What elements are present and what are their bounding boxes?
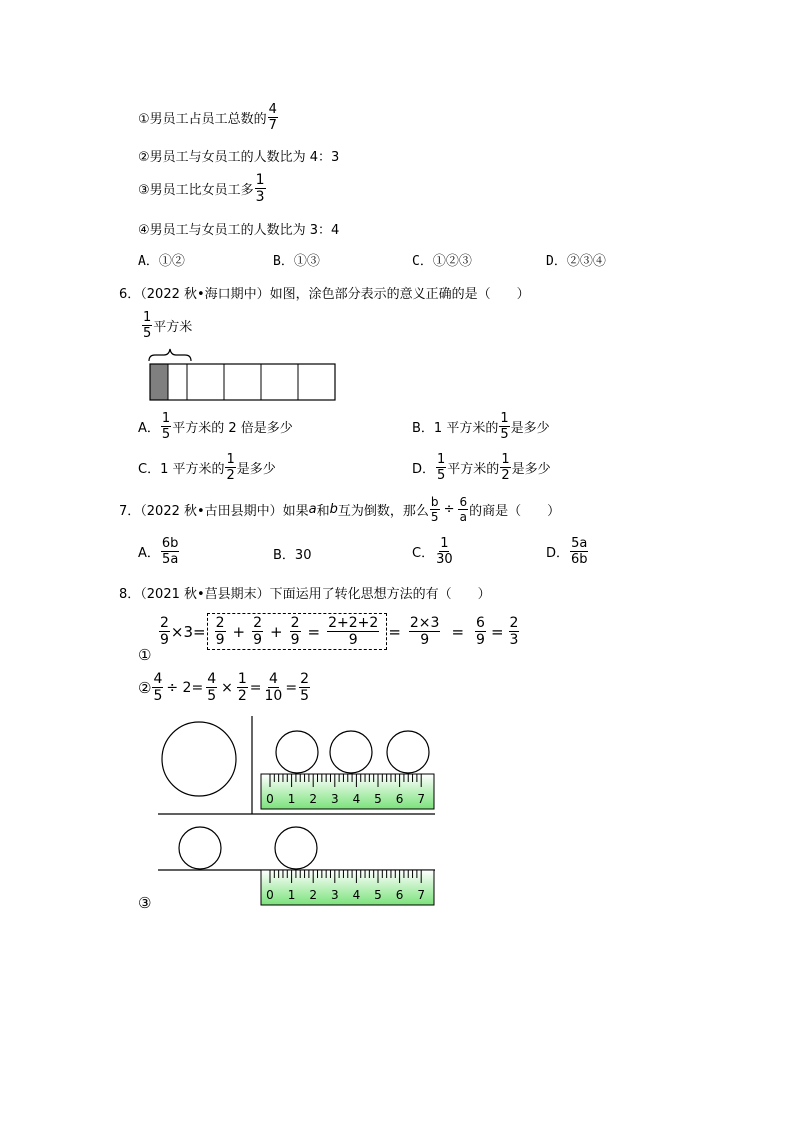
e1-eq: = <box>193 622 206 641</box>
ruler-label: 2 <box>309 792 318 806</box>
small-circle <box>179 827 221 869</box>
q7-option-c-label: C． <box>412 546 435 561</box>
q5-option-d[interactable]: D．②③④ <box>546 254 606 269</box>
ruler-bottom <box>261 870 434 905</box>
q6-figure-label <box>141 311 192 340</box>
ruler-label: 0 <box>266 792 274 806</box>
q7-fraction-2: $\frac{6}{a}$ <box>459 495 468 524</box>
ruler-label: 3 <box>330 888 339 902</box>
q5-statement-4: ④男员工与女员工的人数比为 3：4 <box>138 223 340 238</box>
ruler-label: 4 <box>352 792 361 806</box>
ruler-label: 6 <box>395 888 404 902</box>
small-circle <box>330 731 372 773</box>
q5-option-a[interactable]: A．①② <box>138 254 185 269</box>
e1-dashed-box <box>207 613 388 650</box>
ruler-label: 5 <box>374 792 382 806</box>
q6-d-fraction-1: $\frac{1}{5}$ <box>437 452 446 483</box>
q6-option-b-label: B．1 平方米的 <box>412 421 499 436</box>
q8-marker-1: ① <box>138 646 152 664</box>
ruler-label: 6 <box>395 792 404 806</box>
q5-statement-3 <box>138 173 267 204</box>
e1-addend: $\frac{2}{9}$ <box>215 615 225 648</box>
q5-statement-2: ②男员工与女员工的人数比为 4：3 <box>138 150 340 165</box>
q8-expression-1 <box>158 613 520 650</box>
q7-a-fraction: $\frac{6b}{5a}$ <box>161 536 179 567</box>
ruler-label: 7 <box>417 888 426 902</box>
e2-eq: = <box>285 679 298 696</box>
q6-option-a-text: 平方米的 2 倍是多少 <box>172 421 293 436</box>
q7-option-d-label: D． <box>546 546 570 561</box>
q6-a-fraction: $\frac{1}{5}$ <box>161 411 171 442</box>
e1-eq: = <box>388 622 401 641</box>
e1-eq: = <box>490 622 504 641</box>
q8-stem: 8．（2021 秋•莒县期末）下面运用了转化思想方法的有（ ） <box>119 587 491 602</box>
e1-addend: $\frac{2}{9}$ <box>290 615 300 648</box>
e1-addend: $\frac{2}{9}$ <box>253 615 263 648</box>
q7-option-a-label: A． <box>138 546 160 561</box>
e1-final-frac: $\frac{2}{3}$ <box>509 615 519 648</box>
q7-stem-end: 的商是（ ） <box>469 504 561 519</box>
e1-plus: + <box>270 622 283 641</box>
brace-icon <box>149 349 191 361</box>
ruler-label: 4 <box>352 888 361 902</box>
q7-c-fraction: $\frac{1}{30}$ <box>436 536 453 567</box>
ruler-label: 1 <box>287 888 296 902</box>
ruler-label: 3 <box>330 792 339 806</box>
q8-marker-2: ② <box>138 678 152 697</box>
q6-option-b[interactable] <box>412 412 550 441</box>
e2-frac-c: $\frac{1}{2}$ <box>237 671 247 704</box>
q8-marker-3: ③ <box>138 894 152 912</box>
q7-option-d[interactable] <box>546 537 590 566</box>
shaded-cell <box>150 364 168 400</box>
q7-divide: ÷ <box>443 502 455 517</box>
q6-bar-figure <box>140 345 340 403</box>
ruler-label: 7 <box>417 792 426 806</box>
e1-mul-frac: $\frac{2\times 3}{9}$ <box>409 615 440 648</box>
e2-frac-e: $\frac{2}{5}$ <box>300 671 309 704</box>
small-circle <box>276 731 318 773</box>
q8-figure-3 <box>150 712 445 912</box>
q7-var-a: a <box>308 502 317 517</box>
q6-fig-fraction: $\frac{1}{5}$ <box>143 310 152 341</box>
q5-s3-fraction: $\frac{1}{3}$ <box>255 172 265 205</box>
e1-sum-frac: $\frac{2+2+2}{9}$ <box>328 615 379 648</box>
q6-option-a-label: A． <box>138 421 160 436</box>
q7-stem-mid: 互为倒数，那么 <box>337 504 429 519</box>
q6-option-d-mid: 平方米的 <box>447 462 500 477</box>
e1-result-frac: $\frac{6}{9}$ <box>476 615 485 648</box>
e2-eq: = <box>249 679 262 696</box>
small-circle <box>387 731 429 773</box>
e1-eq: = <box>307 622 321 641</box>
q6-option-c[interactable] <box>138 453 276 482</box>
q5-statement-1 <box>138 103 279 132</box>
q7-option-b[interactable]: B．30 <box>273 548 312 563</box>
q6-option-d-text: 是多少 <box>511 462 551 477</box>
e2-frac-a: $\frac{4}{5}$ <box>153 671 163 704</box>
e1-eq: = <box>451 622 465 641</box>
ruler-label: 2 <box>309 888 318 902</box>
q6-option-b-text: 是多少 <box>510 421 550 436</box>
q7-option-c[interactable] <box>412 537 455 566</box>
q6-c-fraction: $\frac{1}{2}$ <box>226 452 235 483</box>
q6-option-a[interactable] <box>138 412 293 441</box>
e2-div2: ÷ 2= <box>166 679 204 696</box>
e2-frac-b: $\frac{4}{5}$ <box>207 671 217 704</box>
q6-option-c-text: 是多少 <box>236 462 276 477</box>
q5-s1-fraction: $\frac{4}{7}$ <box>268 102 277 133</box>
q7-option-a[interactable] <box>138 537 180 566</box>
q6-option-c-label: C．1 平方米的 <box>138 462 225 477</box>
q7-fraction-1: $\frac{b}{5}$ <box>430 495 439 524</box>
q6-fig-unit: 平方米 <box>153 320 193 335</box>
q5-statement-3-text: ③男员工比女员工多 <box>138 183 254 198</box>
q7-and: 和 <box>316 504 330 519</box>
q6-option-d[interactable] <box>412 453 551 482</box>
q7-var-b: b <box>329 502 338 517</box>
ruler-label: 1 <box>287 792 296 806</box>
large-circle <box>162 722 236 796</box>
q6-d-fraction-2: $\frac{1}{2}$ <box>501 452 510 483</box>
q8-expression-2 <box>138 672 311 703</box>
e1-plus: + <box>232 622 246 641</box>
bar-outline <box>150 364 335 400</box>
q5-option-b[interactable]: B．①③ <box>273 254 320 269</box>
q6-option-d-label: D． <box>412 462 436 477</box>
e1-frac-start: $\frac{2}{9}$ <box>160 615 169 648</box>
q6-b-fraction: $\frac{1}{5}$ <box>500 411 509 442</box>
e1-times3: ×3 <box>170 622 194 641</box>
q7-stem <box>119 496 560 523</box>
e2-times: × <box>221 679 233 696</box>
ruler-label: 5 <box>374 888 382 902</box>
q7-d-fraction: $\frac{5a}{6b}$ <box>571 536 588 567</box>
q7-stem-prefix: 7．（2022 秋•古田县期中）如果 <box>119 504 309 519</box>
q6-stem: 6．（2022 秋•海口期中）如图，涂色部分表示的意义正确的是（ ） <box>119 287 530 302</box>
ruler-label: 0 <box>266 888 274 902</box>
q5-option-c[interactable]: C．①②③ <box>412 254 472 269</box>
q5-statement-1-text: ①男员工占员工总数的 <box>138 112 267 127</box>
e2-frac-d: $\frac{4}{10}$ <box>264 671 283 704</box>
ruler-top <box>261 774 434 809</box>
small-circle <box>275 827 317 869</box>
